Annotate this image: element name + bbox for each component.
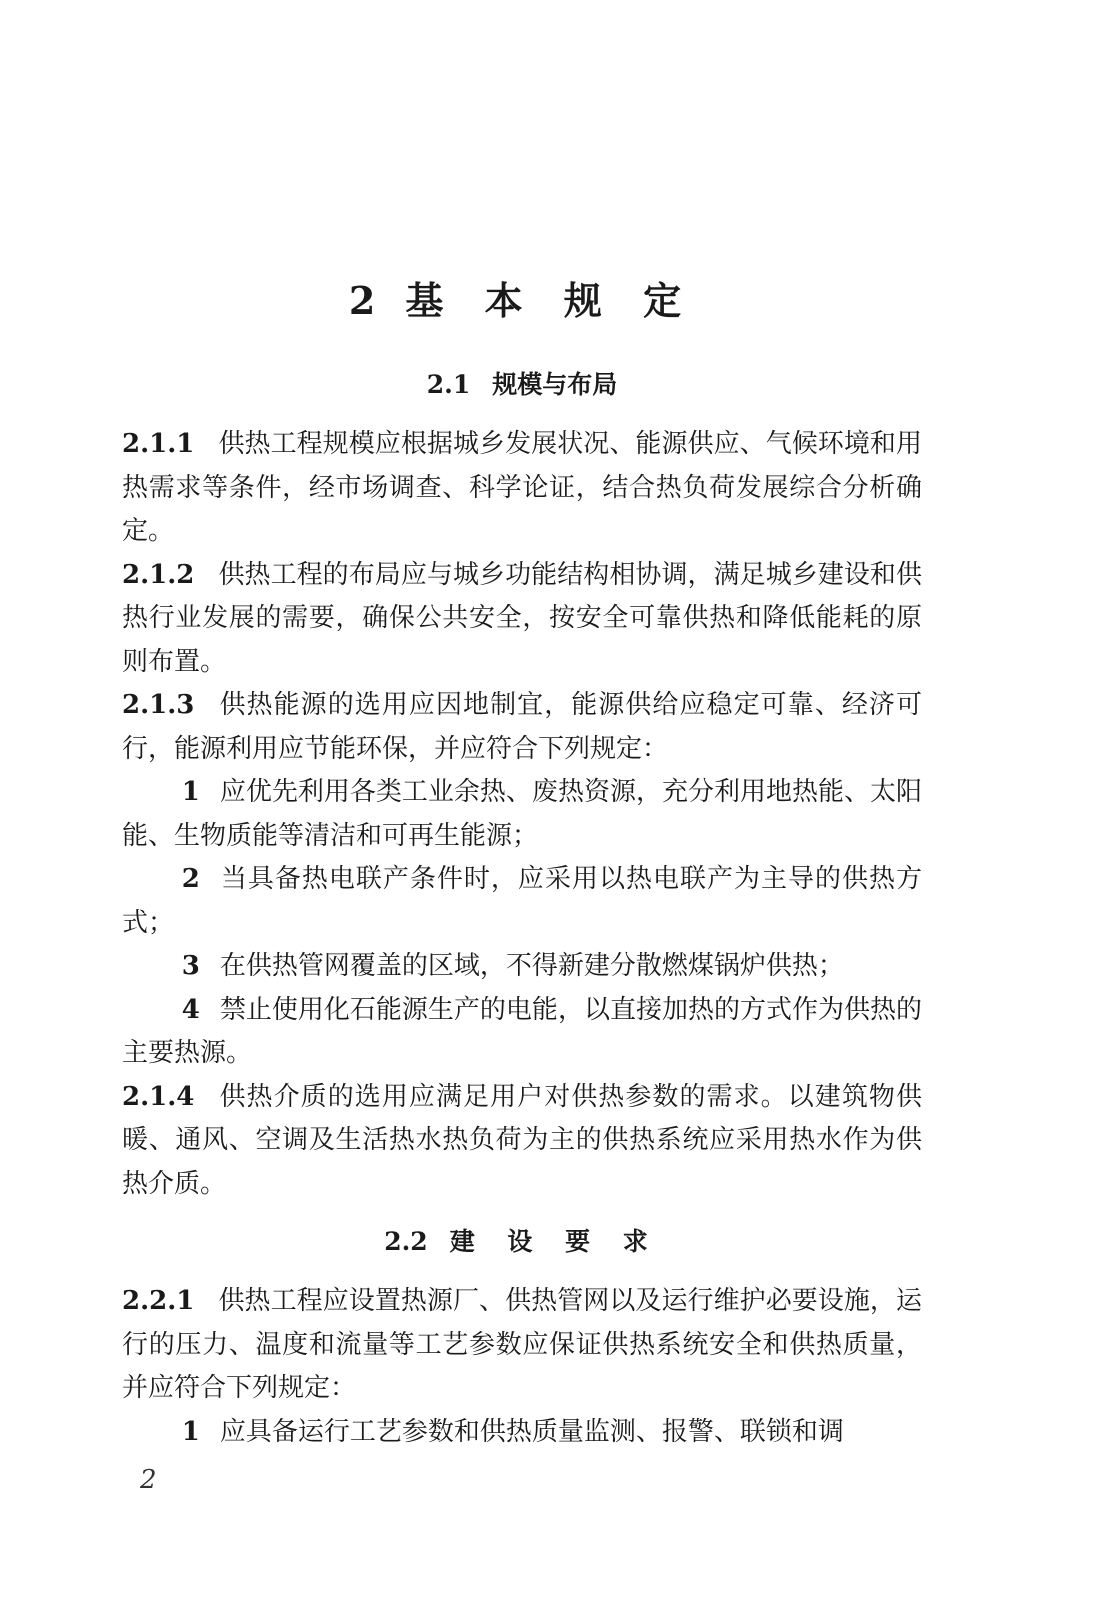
item-text: 当具备热电联产条件时，应采用以热电联产为主导的供热方式；	[122, 864, 922, 938]
clause-number: 2.1.1	[122, 429, 195, 459]
clause-text: 供热工程的布局应与城乡功能结构相协调，满足城乡建设和供热行业发展的需要，确保公共安全，按安全可靠供热和降低能耗的原则布置。	[122, 559, 922, 677]
item-text: 禁止使用化石能源生产的电能，以直接加热的方式作为供热的主要热源。	[122, 994, 922, 1068]
chapter-heading: 基 本 规 定	[405, 278, 696, 323]
list-item	[122, 945, 922, 989]
item-text: 应具备运行工艺参数和供热质量监测、报警、联锁和调	[219, 1416, 844, 1447]
clause-text: 供热工程应设置热源厂、供热管网以及运行维护必要设施，运行的压力、温度和流量等工艺参数应保证供热系统安全和供热质量，并应符合下列规定：	[122, 1286, 922, 1403]
clause-text: 供热介质的选用应满足用户对供热参数的需求。以建筑物供暖、通风、空调及生活热水热负荷为主的供热系统应采用热水作为供热介质。	[122, 1081, 922, 1199]
section-heading: 规模与布局	[492, 370, 618, 399]
chapter-number: 2	[348, 278, 376, 323]
item-number: 3	[181, 951, 200, 981]
list-item	[122, 771, 922, 858]
item-number: 4	[181, 994, 200, 1025]
item-text: 应优先利用各类工业余热、废热资源，充分利用地热能、太阳能、生物质能等清洁和可再生能源；	[122, 777, 922, 851]
chapter-title	[122, 270, 922, 325]
list-item	[122, 989, 922, 1076]
section-heading: 建 设 要 求	[449, 1227, 660, 1256]
section-title-2-1	[122, 365, 922, 401]
clause-2-1-2	[122, 554, 922, 685]
item-number: 1	[181, 777, 200, 807]
section-number: 2.1	[426, 370, 471, 399]
clause-number: 2.1.2	[122, 559, 195, 590]
item-number: 1	[181, 1416, 200, 1447]
clause-text: 供热工程规模应根据城乡发展状况、能源供应、气候环境和用热需求等条件，经市场调查、科学论证，结合热负荷发展综合分析确定。	[122, 429, 922, 546]
page-number: 2	[140, 1465, 157, 1495]
list-item	[122, 858, 922, 945]
section-title-2-2	[122, 1222, 922, 1258]
clause-number: 2.1.3	[122, 690, 195, 720]
clause-2-1-4	[122, 1076, 922, 1207]
clause-number: 2.1.4	[122, 1081, 195, 1112]
section-2-1-body	[122, 423, 922, 1206]
clause-2-2-1	[122, 1280, 922, 1411]
clause-2-1-1	[122, 423, 922, 554]
section-number: 2.2	[384, 1227, 428, 1256]
clause-number: 2.2.1	[122, 1286, 195, 1316]
item-text: 在供热管网覆盖的区域，不得新建分散燃煤锅炉供热；	[219, 951, 844, 981]
clause-2-1-3	[122, 684, 922, 771]
clause-text: 供热能源的选用应因地制宜，能源供给应稳定可靠、经济可行，能源利用应节能环保，并应符合下列规定：	[122, 690, 922, 764]
item-number: 2	[181, 864, 200, 894]
list-item	[122, 1411, 922, 1455]
section-2-2-body	[122, 1280, 922, 1454]
